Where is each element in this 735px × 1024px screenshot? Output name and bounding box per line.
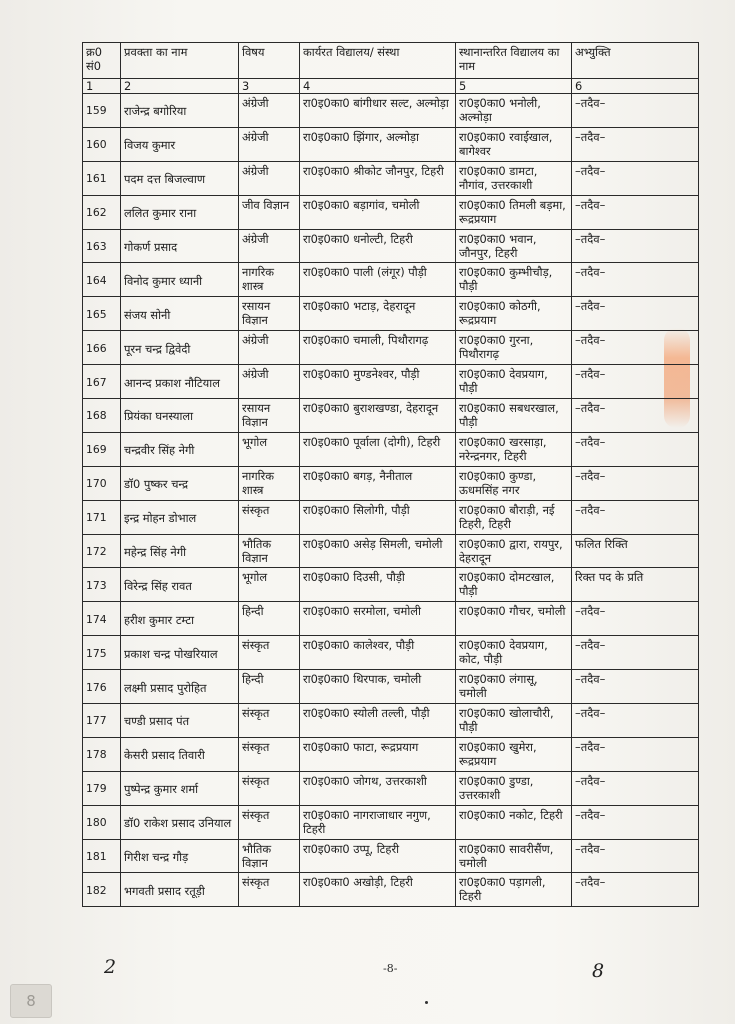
serial-cell: 168 xyxy=(83,399,121,433)
serial-cell: 169 xyxy=(83,432,121,466)
header-current-school: कार्यरत विद्यालय/ संस्था xyxy=(300,43,456,79)
current-school-cell: रा0इ0का0 फाटा, रूद्रप्रयाग xyxy=(300,737,456,771)
current-school-cell: रा0इ0का0 सरमोला, चमोली xyxy=(300,602,456,636)
ink-dot xyxy=(425,1001,428,1004)
table-row xyxy=(83,602,699,636)
subject-cell: भूगोल xyxy=(239,432,300,466)
name-cell: प्रियंका घनस्याला xyxy=(121,399,239,433)
serial-cell: 178 xyxy=(83,737,121,771)
subject-cell: नागरिक शास्त्र xyxy=(239,466,300,500)
name-cell: महेन्द्र सिंह नेगी xyxy=(121,534,239,568)
table-row xyxy=(83,670,699,704)
transferred-school-cell: रा0इ0का0 दोमटखाल, पौड़ी xyxy=(456,568,572,602)
subject-cell: नागरिक शास्त्र xyxy=(239,263,300,297)
name-cell: लक्ष्मी प्रसाद पुरोहित xyxy=(121,670,239,704)
col-number: 4 xyxy=(300,79,456,94)
table-row xyxy=(83,432,699,466)
serial-cell: 162 xyxy=(83,195,121,229)
transferred-school-cell: रा0इ0का0 पड़ागली, टिहरी xyxy=(456,873,572,907)
table-row xyxy=(83,500,699,534)
remarks-cell: –तदैव– xyxy=(572,263,699,297)
name-cell: डॉ0 राकेश प्रसाद उनियाल xyxy=(121,805,239,839)
serial-cell: 163 xyxy=(83,229,121,263)
transferred-school-cell: रा0इ0का0 तिमली बड़मा, रूद्रप्रयाग xyxy=(456,195,572,229)
transferred-school-cell: रा0इ0का0 रवाईखाल, बागेश्वर xyxy=(456,127,572,161)
name-cell: डॉ0 पुष्कर चन्द्र xyxy=(121,466,239,500)
table-row xyxy=(83,839,699,873)
header-serial: क्र0 सं0 xyxy=(83,43,121,79)
name-cell: केसरी प्रसाद तिवारी xyxy=(121,737,239,771)
subject-cell: अंग्रेजी xyxy=(239,365,300,399)
serial-cell: 175 xyxy=(83,636,121,670)
transfer-table xyxy=(82,42,699,907)
table-row xyxy=(83,704,699,738)
header-row xyxy=(83,43,699,79)
subject-cell: अंग्रेजी xyxy=(239,331,300,365)
subject-cell: संस्कृत xyxy=(239,873,300,907)
remarks-cell: –तदैव– xyxy=(572,161,699,195)
subject-cell: भूगोल xyxy=(239,568,300,602)
serial-cell: 161 xyxy=(83,161,121,195)
col-number: 5 xyxy=(456,79,572,94)
remarks-cell: –तदैव– xyxy=(572,839,699,873)
current-school-cell: रा0इ0का0 बुराशखण्डा, देहरादून xyxy=(300,399,456,433)
transferred-school-cell: रा0इ0का0 देवप्रयाग, कोट, पौड़ी xyxy=(456,636,572,670)
name-cell: चण्डी प्रसाद पंत xyxy=(121,704,239,738)
serial-cell: 170 xyxy=(83,466,121,500)
name-cell: चन्द्रवीर सिंह नेगी xyxy=(121,432,239,466)
table-row xyxy=(83,568,699,602)
header-remarks: अभ्युक्ति xyxy=(572,43,699,79)
column-number-row xyxy=(83,79,699,94)
header-name: प्रवक्ता का नाम xyxy=(121,43,239,79)
transferred-school-cell: रा0इ0का0 भनोली, अल्मोड़ा xyxy=(456,94,572,128)
serial-cell: 164 xyxy=(83,263,121,297)
transferred-school-cell: रा0इ0का0 सबधरखाल, पौड़ी xyxy=(456,399,572,433)
col-number: 1 xyxy=(83,79,121,94)
serial-cell: 177 xyxy=(83,704,121,738)
serial-cell: 182 xyxy=(83,873,121,907)
serial-cell: 165 xyxy=(83,297,121,331)
current-school-cell: रा0इ0का0 झिंगार, अल्मोड़ा xyxy=(300,127,456,161)
table-body xyxy=(83,94,699,907)
name-cell: पदम दत्त बिजल्वाण xyxy=(121,161,239,195)
remarks-cell: रिक्त पद के प्रति xyxy=(572,568,699,602)
table-row xyxy=(83,805,699,839)
current-school-cell: रा0इ0का0 असेड़ सिमली, चमोली xyxy=(300,534,456,568)
table-row xyxy=(83,534,699,568)
table-row xyxy=(83,737,699,771)
transferred-school-cell: रा0इ0का0 गुरना, पिथौरागढ़ xyxy=(456,331,572,365)
serial-cell: 181 xyxy=(83,839,121,873)
current-school-cell: रा0इ0का0 सिलोगी, पौड़ी xyxy=(300,500,456,534)
current-school-cell: रा0इ0का0 दिउसी, पौड़ी xyxy=(300,568,456,602)
current-school-cell: रा0इ0का0 भटाड़, देहरादून xyxy=(300,297,456,331)
transferred-school-cell: रा0इ0का0 खोलाचौरी, पौड़ी xyxy=(456,704,572,738)
subject-cell: हिन्दी xyxy=(239,602,300,636)
header-transferred-school: स्थानान्तरित विद्यालय का नाम xyxy=(456,43,572,79)
remarks-cell: –तदैव– xyxy=(572,195,699,229)
serial-cell: 174 xyxy=(83,602,121,636)
table-row xyxy=(83,195,699,229)
name-cell: पुष्पेन्द्र कुमार शर्मा xyxy=(121,771,239,805)
current-school-cell: रा0इ0का0 जोगथ, उत्तरकाशी xyxy=(300,771,456,805)
serial-cell: 160 xyxy=(83,127,121,161)
name-cell: हरीश कुमार टम्टा xyxy=(121,602,239,636)
current-school-cell: रा0इ0का0 बगड़, नैनीताल xyxy=(300,466,456,500)
subject-cell: संस्कृत xyxy=(239,636,300,670)
subject-cell: अंग्रेजी xyxy=(239,161,300,195)
transferred-school-cell: रा0इ0का0 देवप्रयाग, पौड़ी xyxy=(456,365,572,399)
serial-cell: 180 xyxy=(83,805,121,839)
subject-cell: जीव विज्ञान xyxy=(239,195,300,229)
transferred-school-cell: रा0इ0का0 सावरीसैंण, चमोली xyxy=(456,839,572,873)
subject-cell: अंग्रेजी xyxy=(239,229,300,263)
name-cell: विजय कुमार xyxy=(121,127,239,161)
remarks-cell: –तदैव– xyxy=(572,602,699,636)
remarks-cell: –तदैव– xyxy=(572,127,699,161)
transferred-school-cell: रा0इ0का0 खरसाड़ा, नरेन्द्रनगर, टिहरी xyxy=(456,432,572,466)
name-cell: भगवती प्रसाद रतूड़ी xyxy=(121,873,239,907)
table-row xyxy=(83,127,699,161)
transferred-school-cell: रा0इ0का0 डुण्डा, उत्तरकाशी xyxy=(456,771,572,805)
current-school-cell: रा0इ0का0 उप्पू, टिहरी xyxy=(300,839,456,873)
transferred-school-cell: रा0इ0का0 बौराड़ी, नई टिहरी, टिहरी xyxy=(456,500,572,534)
name-cell: गोकर्ण प्रसाद xyxy=(121,229,239,263)
subject-cell: संस्कृत xyxy=(239,771,300,805)
remarks-cell: –तदैव– xyxy=(572,704,699,738)
remarks-cell: –तदैव– xyxy=(572,737,699,771)
remarks-cell: –तदैव– xyxy=(572,771,699,805)
name-cell: आनन्द प्रकाश नौटियाल xyxy=(121,365,239,399)
signature-mark: 2 xyxy=(104,956,117,978)
name-cell: गिरीश चन्द्र गौड़ xyxy=(121,839,239,873)
current-school-cell: रा0इ0का0 स्योली तल्ली, पौड़ी xyxy=(300,704,456,738)
subject-cell: संस्कृत xyxy=(239,500,300,534)
serial-cell: 166 xyxy=(83,331,121,365)
current-school-cell: रा0इ0का0 थिरपाक, चमोली xyxy=(300,670,456,704)
transferred-school-cell: रा0इ0का0 नकोट, टिहरी xyxy=(456,805,572,839)
serial-cell: 171 xyxy=(83,500,121,534)
name-cell: इन्द्र मोहन डोभाल xyxy=(121,500,239,534)
table-row xyxy=(83,94,699,128)
transferred-school-cell: रा0इ0का0 भवान, जौनपुर, टिहरी xyxy=(456,229,572,263)
transferred-school-cell: रा0इ0का0 खुमेरा, रूद्रप्रयाग xyxy=(456,737,572,771)
transferred-school-cell: रा0इ0का0 कोठगी, रूद्रप्रयाग xyxy=(456,297,572,331)
signature-mark: 8 xyxy=(592,960,605,982)
serial-cell: 172 xyxy=(83,534,121,568)
name-cell: ललित कुमार राना xyxy=(121,195,239,229)
subject-cell: संस्कृत xyxy=(239,805,300,839)
name-cell: विनोद कुमार ध्यानी xyxy=(121,263,239,297)
name-cell: संजय सोनी xyxy=(121,297,239,331)
table-row xyxy=(83,263,699,297)
name-cell: राजेन्द्र बगोरिया xyxy=(121,94,239,128)
remarks-cell: फलित रिक्ति xyxy=(572,534,699,568)
name-cell: प्रकाश चन्द्र पोखरियाल xyxy=(121,636,239,670)
transferred-school-cell: रा0इ0का0 गौचर, चमोली xyxy=(456,602,572,636)
transferred-school-cell: रा0इ0का0 लंगासू, चमोली xyxy=(456,670,572,704)
page-badge[interactable]: 8 xyxy=(10,984,52,1018)
table-row xyxy=(83,466,699,500)
remarks-cell: –तदैव– xyxy=(572,805,699,839)
remarks-cell: –तदैव– xyxy=(572,500,699,534)
current-school-cell: रा0इ0का0 कालेश्वर, पौड़ी xyxy=(300,636,456,670)
remarks-cell: –तदैव– xyxy=(572,94,699,128)
serial-cell: 159 xyxy=(83,94,121,128)
current-school-cell: रा0इ0का0 धनोल्टी, टिहरी xyxy=(300,229,456,263)
remarks-cell: –तदैव– xyxy=(572,297,699,331)
serial-cell: 173 xyxy=(83,568,121,602)
subject-cell: भौतिक विज्ञान xyxy=(239,839,300,873)
table-row xyxy=(83,873,699,907)
serial-cell: 176 xyxy=(83,670,121,704)
serial-cell: 167 xyxy=(83,365,121,399)
transferred-school-cell: रा0इ0का0 कुम्भीचौड़, पौड़ी xyxy=(456,263,572,297)
current-school-cell: रा0इ0का0 श्रीकोट जौनपुर, टिहरी xyxy=(300,161,456,195)
remarks-cell: –तदैव– xyxy=(572,432,699,466)
transferred-school-cell: रा0इ0का0 डामटा, नौगांव, उत्तरकाशी xyxy=(456,161,572,195)
current-school-cell: रा0इ0का0 मुण्डनेश्वर, पौड़ी xyxy=(300,365,456,399)
remarks-cell: –तदैव– xyxy=(572,636,699,670)
current-school-cell: रा0इ0का0 नागराजाधार नगुण, टिहरी xyxy=(300,805,456,839)
remarks-cell: –तदैव– xyxy=(572,399,699,433)
current-school-cell: रा0इ0का0 बांगीधार सल्ट, अल्मोड़ा xyxy=(300,94,456,128)
name-cell: पूरन चन्द्र द्विवेदी xyxy=(121,331,239,365)
col-number: 6 xyxy=(572,79,699,94)
name-cell: विरेन्द्र सिंह रावत xyxy=(121,568,239,602)
subject-cell: अंग्रेजी xyxy=(239,127,300,161)
subject-cell: रसायन विज्ञान xyxy=(239,399,300,433)
subject-cell: रसायन विज्ञान xyxy=(239,297,300,331)
page-number: -8- xyxy=(383,962,398,975)
remarks-cell: –तदैव– xyxy=(572,466,699,500)
subject-cell: हिन्दी xyxy=(239,670,300,704)
remarks-cell: –तदैव– xyxy=(572,365,699,399)
table-row xyxy=(83,297,699,331)
col-number: 2 xyxy=(121,79,239,94)
table-row xyxy=(83,229,699,263)
subject-cell: भौतिक विज्ञान xyxy=(239,534,300,568)
remarks-cell: –तदैव– xyxy=(572,873,699,907)
table-row xyxy=(83,365,699,399)
transferred-school-cell: रा0इ0का0 द्वारा, रायपुर, देहरादून xyxy=(456,534,572,568)
col-number: 3 xyxy=(239,79,300,94)
current-school-cell: रा0इ0का0 अखोड़ी, टिहरी xyxy=(300,873,456,907)
remarks-cell: –तदैव– xyxy=(572,670,699,704)
current-school-cell: रा0इ0का0 पाली (लंगूर) पौड़ी xyxy=(300,263,456,297)
current-school-cell: रा0इ0का0 पूर्वाला (दोगी), टिहरी xyxy=(300,432,456,466)
current-school-cell: रा0इ0का0 बड़ागांव, चमोली xyxy=(300,195,456,229)
subject-cell: संस्कृत xyxy=(239,704,300,738)
table-row xyxy=(83,636,699,670)
serial-cell: 179 xyxy=(83,771,121,805)
table-row xyxy=(83,161,699,195)
subject-cell: अंग्रेजी xyxy=(239,94,300,128)
current-school-cell: रा0इ0का0 चमाली, पिथौरागढ़ xyxy=(300,331,456,365)
remarks-cell: –तदैव– xyxy=(572,331,699,365)
table-row xyxy=(83,331,699,365)
table-row xyxy=(83,399,699,433)
transferred-school-cell: रा0इ0का0 कुण्डा, ऊधमसिंह नगर xyxy=(456,466,572,500)
remarks-cell: –तदैव– xyxy=(572,229,699,263)
subject-cell: संस्कृत xyxy=(239,737,300,771)
table-row xyxy=(83,771,699,805)
header-subject: विषय xyxy=(239,43,300,79)
